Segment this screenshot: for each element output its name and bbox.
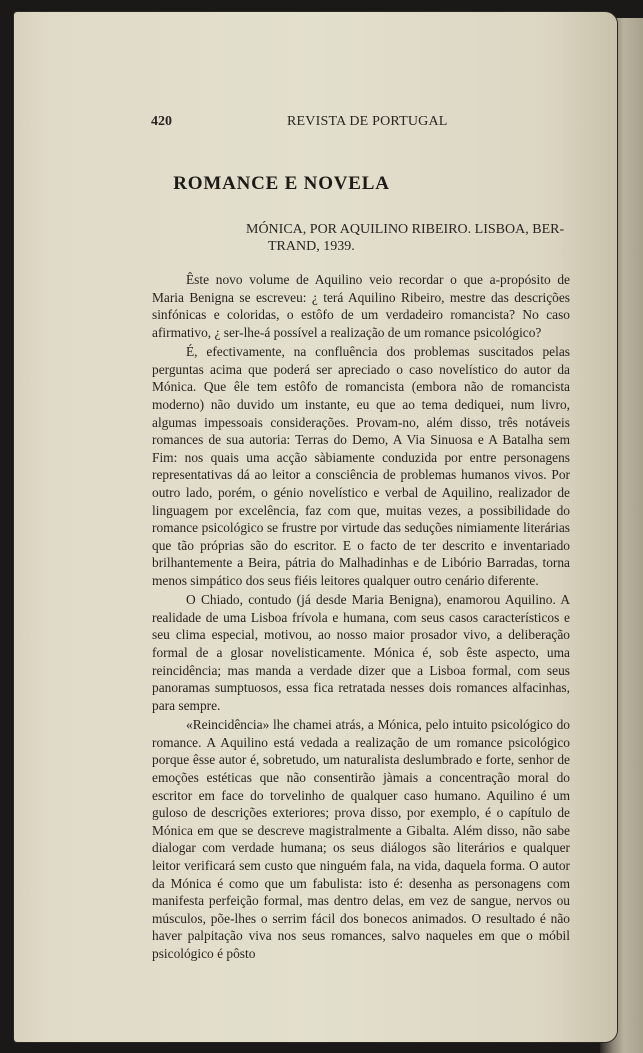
paragraph: É, efectivamente, na confluência dos problemas suscitados pelas perguntas acima que poderá ser apreciado o caso novelístico do autor da Mónica. Que êle tem estôfo de romancista (embora não de romancista moderno) não duvido um instante, eu que ao tema dediquei, num livro, algumas impessoais considerações. Provam-no, além disso, três notáveis romances de sua autoria: Terras do Demo, A Via Sinuosa e A Batalha sem Fim: nos quais uma acção sàbiamente conduzida por entre personagens representativas dá ao leitor a consciência de problemas humanos vivos. Por outro lado, porém, o génio novelístico e verbal de Aquilino, realizador de linguagem por excelência, faz com que, muitas vezes, a possibilidade do romance psicológico se frustre por virtude das seduções nimiamente literárias que tão próprias são do escritor. E o facto de ter descrito e inventariado brilhantemente a Beira, pátria do Malhadinhas e de Libório Barradas, torna menos simpático dos seus fiéis leitores qualquer outro cenário diferente. (152, 344, 570, 588)
subtitle-line-2: TRAND, 1939. (268, 239, 355, 254)
running-head (0, 114, 643, 134)
article-subtitle (246, 221, 576, 255)
subtitle-line-1: MÓNICA, POR AQUILINO RIBEIRO. LISBOA, BER- (246, 222, 565, 237)
article-body (152, 271, 570, 964)
paragraph: O Chiado, contudo (já desde Maria Benigna), enamorou Aquilino. A realidade de uma Lisboa frívola e humana, com seus casos característicos e seu clima especial, motivou, ao nosso maior prosador vivo, a deliberação formal de a glosar novelisticamente. Mónica é, sob êste aspecto, uma reincidência; mas manda a verdade dizer que a Lisboa formal, com seus panoramas sumptuosos, essa fica retratada nesses dois romances alfacinhas, para sempre. (152, 592, 570, 713)
page-number: 420 (151, 114, 172, 129)
article-title: ROMANCE E NOVELA (173, 173, 390, 194)
paragraph: «Reincidência» lhe chamei atrás, a Mónica, pelo intuito psicológico do romance. A Aquilino está vedada a realização de um romance psicológico porque êsse autor é, sobretudo, um naturalista deslumbrado e forte, senhor de emoções estéticas que não consentirão jàmais a concentração moral do escritor em face do torvelinho de qualquer caso humano. Aquilino é um guloso de descrições exteriores; prova disso, por exemplo, é o capítulo de Mónica em que se descreve magistralmente a Gibalta. Além disso, não sabe dialogar com verdade humana; os seus diálogos são literários e qualquer leitor verificará sem custo que ninguém fala, na vida, daquela forma. O autor da Mónica é como que um fabulista: isto é: desenha as personagens com manifesta perfeição formal, mas dentro delas, em vez de sangue, nervos ou músculos, põe-lhes o serrim fácil dos bonecos animados. O resultado é não haver palpitação viva nos seus romances, salvo naqueles em que o móbil psicológico é pôsto (152, 717, 570, 961)
paragraph: Êste novo volume de Aquilino veio recordar o que a-propósito de Maria Benigna se escreveu: ¿ terá Aquilino Ribeiro, mestre das descrições sinfónicas e coloridas, o estôfo de um verdadeiro romancista? No caso afirmativo, ¿ ser-lhe-á possível a realização de um romance psicológico? (152, 272, 570, 340)
journal-title: REVISTA DE PORTUGAL (287, 114, 448, 129)
